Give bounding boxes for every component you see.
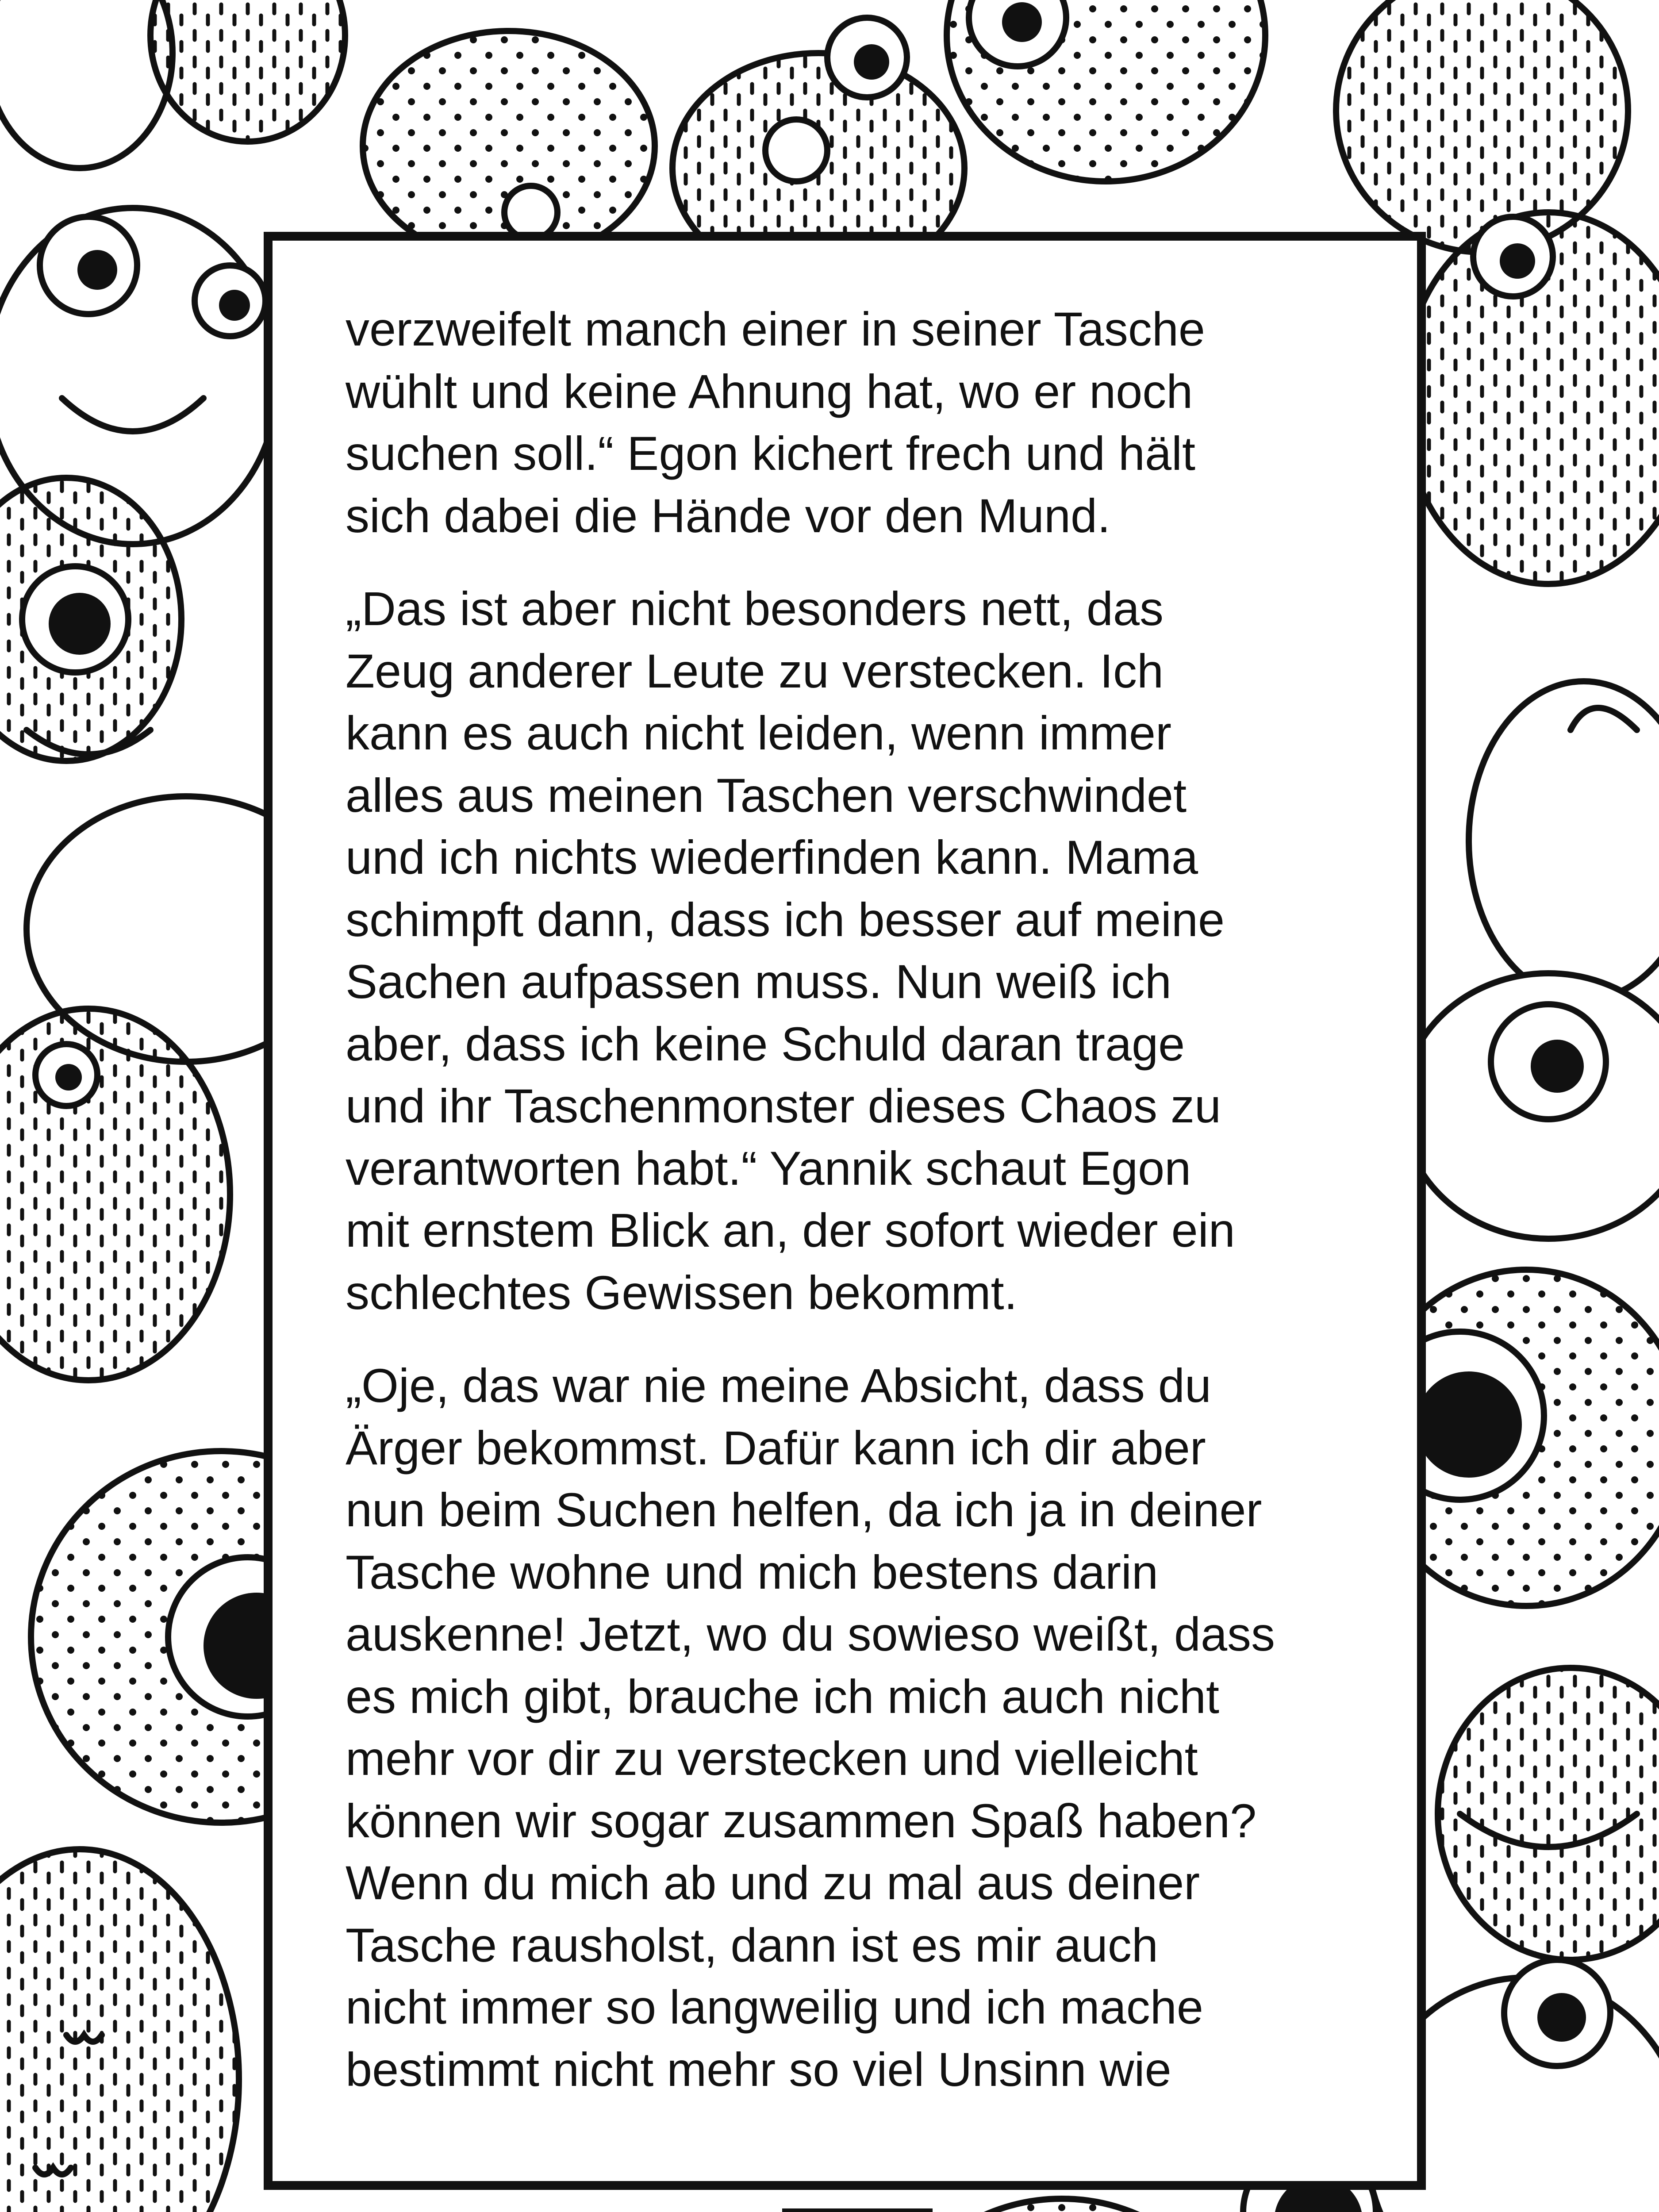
text-panel: [264, 232, 1426, 2190]
page-number-box: [782, 2208, 933, 2212]
paragraph: „Oje, das war nie meine Absicht, dass du Ärger bekommst. Dafür kann ich dir aber nun beim Suchen helfen, da ich ja in deiner Tasche wohne und mich bestens darin auskenne! Jetzt, wo du sowieso weißt, dass es mich gibt, brauche ich mich auch nicht mehr vor dir zu verstecken und vielleicht können wir sogar zusammen Spaß haben? Wenn du mich ab und zu mal aus deiner Tasche rausholst, dann ist es mir auch nicht immer so langweilig und ich mache bestimmt nicht mehr so viel Unsinn wie: [346, 1359, 1275, 2096]
paragraph: verzweifelt manch einer in seiner Tasche wühlt und keine Ahnung hat, wo er noch suchen soll.“ Egon kichert frech und hält sich dabei die Hände vor den Mund.: [346, 302, 1205, 542]
paragraph: „Das ist aber nicht besonders nett, das Zeug anderer Leute zu verstecken. Ich kann es auch nicht leiden, wenn immer alles aus meinen Taschen verschwindet und ich nichts wiederfinden kann. Mama schimpft dann, dass ich besser auf meine Sachen aufpassen muss. Nun weiß ich aber, dass ich keine Schuld daran trage und ihr Taschenmonster dieses Chaos zu verantworten habt.“ Yannik schaut Egon mit ernstem Blick an, der sofort wieder ein schlechtes Gewissen bekommt.: [346, 582, 1235, 1319]
story-text: [346, 298, 1376, 2131]
